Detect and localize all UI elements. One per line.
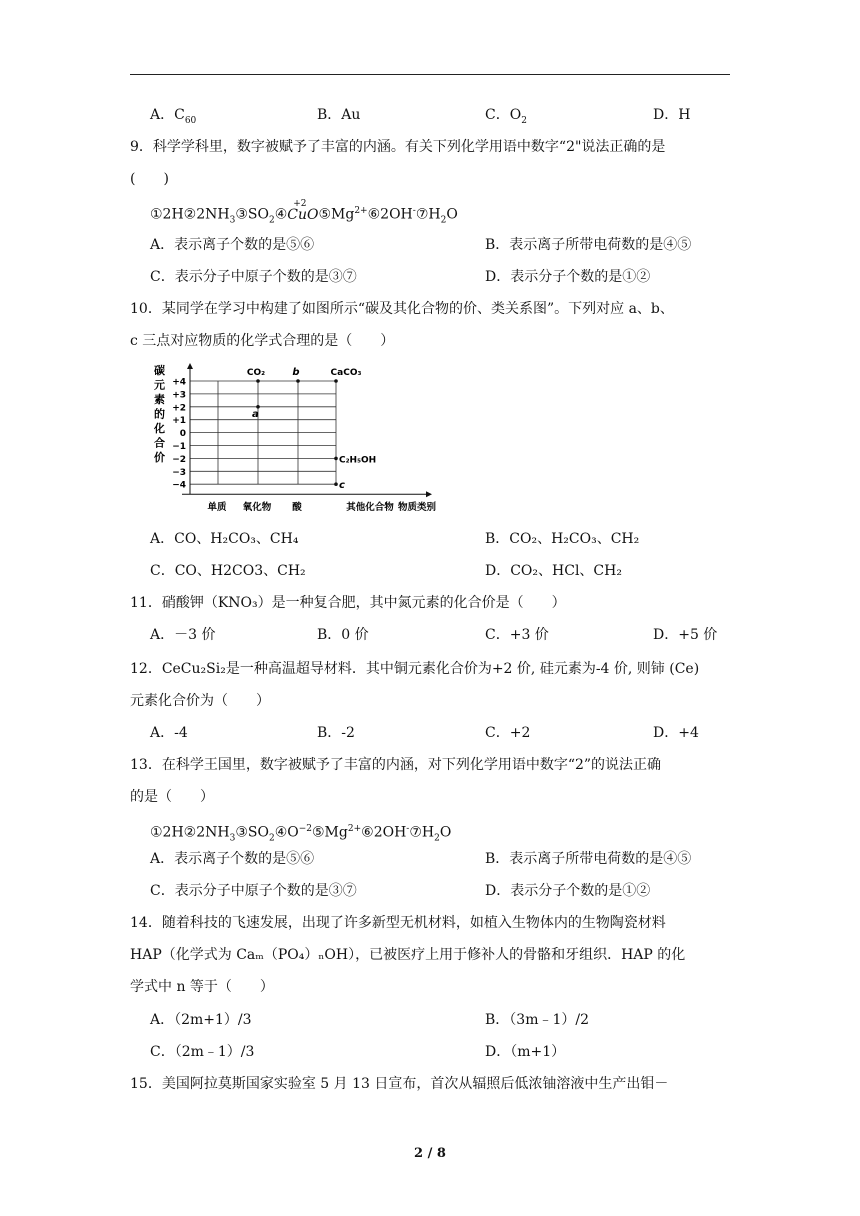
q13-option-c[interactable]: C．表示分子中原子个数的是③⑦ — [150, 883, 357, 899]
y-tick-label: +2 — [172, 403, 186, 414]
q8-option-a[interactable]: A．$C_{60}$ — [150, 107, 197, 126]
point-C₂H₅OH — [334, 457, 338, 461]
q12-stem: 12．CeCu₂Si₂是一种高温超导材料．其中铜元素化合价为+2 价, 硅元素为-4 价, 则铈 (Ce) — [130, 661, 700, 677]
header-rule — [130, 74, 730, 75]
point-label-C₂H₅OH: C₂H₅OH — [339, 455, 377, 466]
point-label-b: b — [292, 367, 300, 378]
x-category-label: 酸 — [292, 502, 302, 514]
x-category-label: 其他化合物 — [346, 502, 394, 514]
valence-chart — [140, 360, 440, 520]
point-label-CO₂: CO₂ — [246, 368, 266, 378]
q12-stem-cont: 元素化合价为（ ） — [130, 693, 270, 709]
q9-stem: 9．科学学科里，数字被赋予了丰富的内涵。有关下列化学用语中数字“2"说法正确的是 — [130, 139, 666, 155]
q9-option-c[interactable]: C．表示分子中原子个数的是③⑦ — [150, 269, 357, 285]
q14-stem-cont: HAP（化学式为 Caₘ（PO₄）ₙOH），已被医疗上用于修补人的骨骼和牙组织．HAP 的化 — [130, 947, 686, 963]
chart-ylabel — [153, 363, 165, 464]
x-category-label: 单质 — [207, 502, 227, 514]
y-tick-label: +1 — [172, 416, 186, 427]
q11-option-b[interactable]: B．0 价 — [317, 627, 369, 643]
q12-option-b[interactable]: B．-2 — [317, 725, 355, 741]
page-number: 2 / 8 — [414, 1146, 446, 1161]
q15-stem: 15．美国阿拉莫斯国家实验室 5 月 13 日宣布，首次从辐照后低浓铀溶液中生产出钼－ — [130, 1076, 669, 1092]
q12-option-d[interactable]: D．+4 — [653, 725, 699, 741]
y-tick-label: 0 — [179, 429, 186, 440]
q13-stem: 13．在科学王国里，数字被赋予了丰富的内涵，对下列化学用语中数字“2”的说法正确 — [130, 757, 662, 773]
q11-option-d[interactable]: D．+5 价 — [653, 627, 718, 643]
q10-option-b[interactable]: B．CO₂、H₂CO₃、CH₂ — [485, 531, 640, 547]
point-label-a: a — [252, 408, 259, 420]
q9-option-a[interactable]: A．表示离子个数的是⑤⑥ — [150, 237, 315, 253]
q10-stem: 10．某同学在学习中构建了如图所示“碳及其化合物的价、类关系图”。下列对应 a、b、 — [130, 301, 674, 317]
point-CO₂ — [256, 379, 260, 383]
x-axis-arrow — [426, 491, 432, 497]
q13-option-b[interactable]: B．表示离子所带电荷数的是④⑤ — [485, 851, 692, 867]
q10-stem-cont: c 三点对应物质的化学式合理的是（ ） — [130, 333, 395, 349]
q14-option-b[interactable]: B．（3m﹣1）/2 — [485, 1012, 590, 1028]
q14-option-d[interactable]: D．（m+1） — [485, 1044, 566, 1060]
x-category-label: 氧化物 — [242, 502, 272, 514]
point-b — [296, 379, 300, 383]
q13-option-a[interactable]: A．表示离子个数的是⑤⑥ — [150, 851, 315, 867]
q14-stem: 14．随着科技的飞速发展，出现了许多新型无机材料，如植入生物体内的生物陶瓷材料 — [130, 915, 666, 931]
point-c — [334, 482, 338, 486]
q11-option-a[interactable]: A．－3 价 — [150, 627, 216, 643]
point-CaCO₃ — [334, 379, 338, 383]
y-tick-label: −4 — [172, 480, 186, 491]
q8-option-c[interactable]: C．$O_2$ — [485, 107, 527, 126]
y-tick-label: −3 — [172, 467, 186, 478]
y-tick-label: +3 — [172, 390, 186, 401]
y-tick-label: −1 — [172, 442, 186, 452]
q13-option-d[interactable]: D．表示分子个数的是①② — [485, 883, 651, 899]
q9-expression: $①2H②2NH_3③SO_2④$ +2 $CuO⑤Mg^{2+}⑥2OH^-⑦H_2O$ — [150, 198, 458, 226]
y-tick-label: +4 — [172, 377, 186, 388]
ylabel-text: 碳元素的化合价 — [154, 364, 165, 464]
point-label-CaCO₃: CaCO₃ — [330, 368, 362, 378]
x-axis-label: 物质类别 — [397, 502, 437, 514]
q9-option-d[interactable]: D．表示分子个数的是①② — [485, 269, 651, 285]
y-tick-label: −2 — [172, 454, 186, 465]
q13-stem-cont: 的是（ ） — [130, 789, 214, 805]
q11-stem: 11．硝酸钾（KNO₃）是一种复合肥，其中氮元素的化合价是（ ） — [130, 595, 566, 611]
q13-expression: $①2H②2NH_3③SO_2④O^{-2}⑤Mg^{2+}⑥2OH^-⑦H_2O$ — [150, 824, 452, 844]
q12-option-c[interactable]: C．+2 — [485, 725, 531, 741]
q11-option-c[interactable]: C．+3 价 — [485, 627, 549, 643]
point-label-c: c — [339, 480, 345, 492]
q10-option-d[interactable]: D．CO₂、HCl、CH₂ — [485, 563, 622, 579]
q12-option-a[interactable]: A．-4 — [150, 725, 188, 741]
q9-option-b[interactable]: B．表示离子所带电荷数的是④⑤ — [485, 237, 692, 253]
y-axis-arrow — [187, 363, 193, 369]
q9-stem-cont: ( ) — [130, 171, 169, 187]
q8-option-d[interactable]: D．H — [653, 107, 691, 123]
q14-option-c[interactable]: C．（2m﹣1）/3 — [150, 1044, 255, 1060]
q8-option-b[interactable]: B．Au — [317, 107, 361, 123]
q14-option-a[interactable]: A．（2m+1）/3 — [150, 1012, 252, 1028]
q14-stem-cont2: 学式中 n 等于（ ） — [130, 979, 274, 995]
q10-option-a[interactable]: A．CO、H₂CO₃、CH₄ — [150, 531, 299, 547]
q10-option-c[interactable]: C．CO、H2CO3、CH₂ — [150, 563, 306, 579]
